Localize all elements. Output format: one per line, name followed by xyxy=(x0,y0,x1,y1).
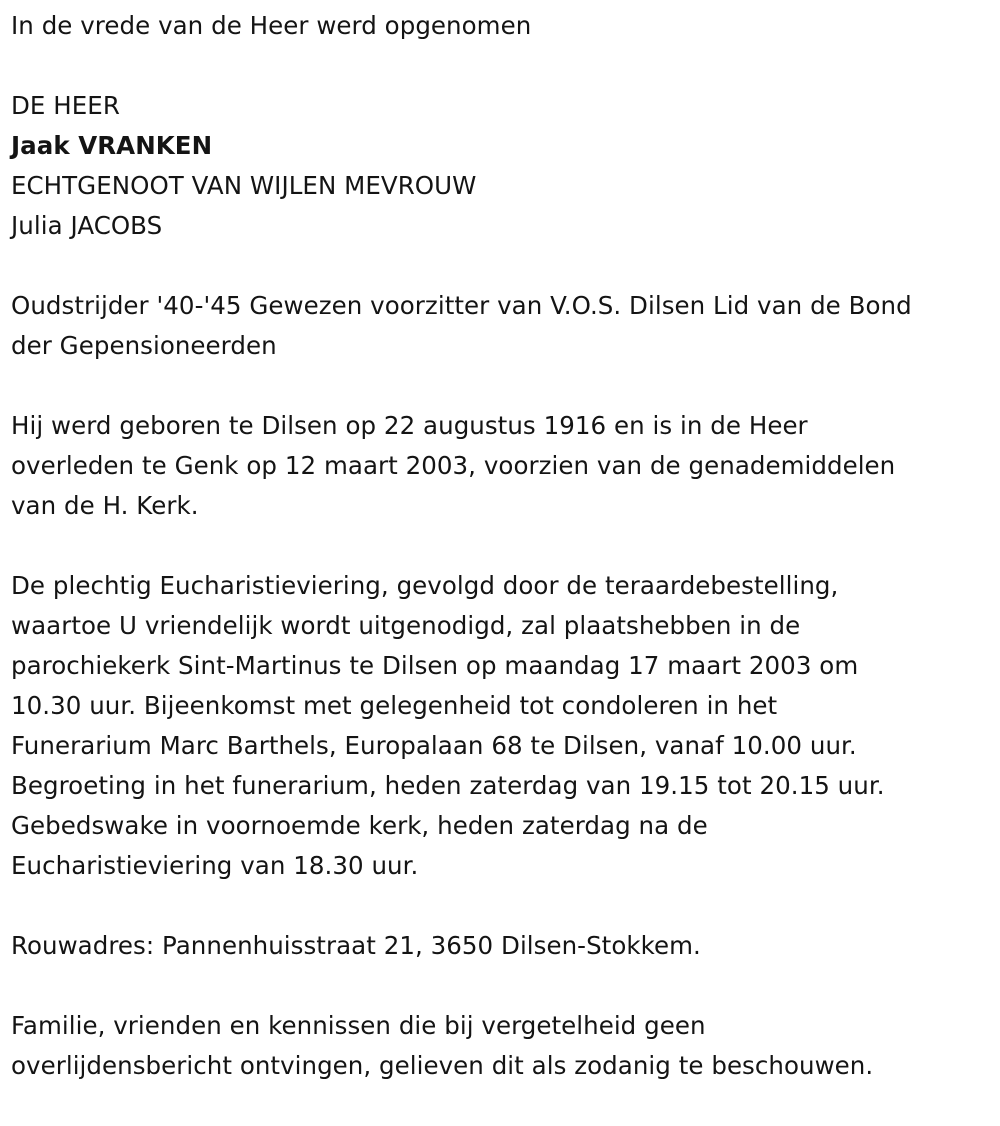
spouse-name: Julia JACOBS xyxy=(11,211,163,240)
roles-line: Oudstrijder '40-'45 Gewezen voorzitter van V.O.S. Dilsen Lid van de Bond xyxy=(11,291,912,320)
spacer xyxy=(11,526,988,566)
spacer xyxy=(11,886,988,926)
spacer xyxy=(11,966,988,1006)
ceremony-line: Eucharistieviering van 18.30 uur. xyxy=(11,851,419,880)
spacer xyxy=(11,46,988,86)
ceremony-line: De plechtig Eucharistieviering, gevolgd door de teraardebestelling, xyxy=(11,571,839,600)
ceremony-paragraph xyxy=(11,566,988,886)
life-paragraph xyxy=(11,406,988,526)
life-line: overleden te Genk op 12 maart 2003, voorzien van de genademiddelen xyxy=(11,451,896,480)
closing-line: Familie, vrienden en kennissen die bij vergetelheid geen xyxy=(11,1011,706,1040)
roles-line: der Gepensioneerden xyxy=(11,331,277,360)
spacer xyxy=(11,246,988,286)
deceased-name: Jaak VRANKEN xyxy=(11,131,213,160)
spouse-label: ECHTGENOOT VAN WIJLEN MEVROUW xyxy=(11,171,477,200)
ceremony-line: Funerarium Marc Barthels, Europalaan 68 te Dilsen, vanaf 10.00 uur. xyxy=(11,731,857,760)
roles-paragraph xyxy=(11,286,988,366)
ceremony-line: 10.30 uur. Bijeenkomst met gelegenheid tot condoleren in het xyxy=(11,691,778,720)
ceremony-line: parochiekerk Sint-Martinus te Dilsen op maandag 17 maart 2003 om xyxy=(11,651,859,680)
ceremony-line: waartoe U vriendelijk wordt uitgenodigd, zal plaatshebben in de xyxy=(11,611,801,640)
life-line: van de H. Kerk. xyxy=(11,491,199,520)
spacer xyxy=(11,366,988,406)
mourning-address: Rouwadres: Pannenhuisstraat 21, 3650 Dilsen-Stokkem. xyxy=(11,931,701,960)
ceremony-line: Begroeting in het funerarium, heden zaterdag van 19.15 tot 20.15 uur. xyxy=(11,771,885,800)
closing-line: overlijdensbericht ontvingen, gelieven dit als zodanig te beschouwen. xyxy=(11,1051,874,1080)
life-line: Hij werd geboren te Dilsen op 22 augustus 1916 en is in de Heer xyxy=(11,411,808,440)
honorific-title: DE HEER xyxy=(11,91,120,120)
intro-text: In de vrede van de Heer werd opgenomen xyxy=(11,11,532,40)
ceremony-line: Gebedswake in voornoemde kerk, heden zaterdag na de xyxy=(11,811,708,840)
closing-paragraph xyxy=(11,1006,988,1086)
